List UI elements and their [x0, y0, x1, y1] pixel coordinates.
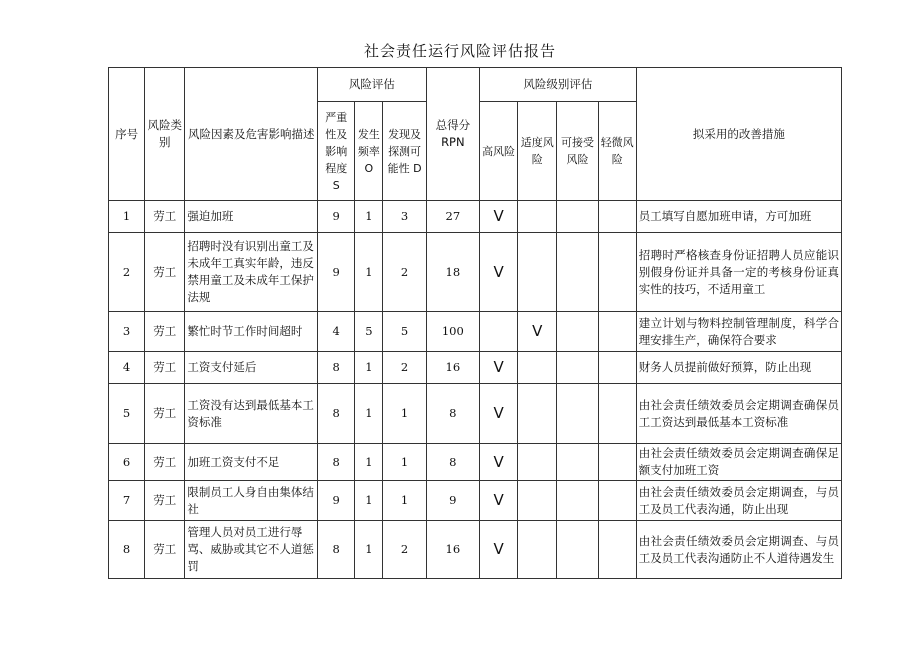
row-factor: 加班工资支付不足 [185, 444, 318, 481]
row-acceptable-risk-mark [557, 352, 598, 384]
row-frequency: 1 [355, 481, 383, 521]
row-factor: 招聘时没有识别出童工及未成年工真实年龄，违反禁用童工及未成年工保护法规 [185, 233, 318, 312]
row-category: 劳工 [145, 201, 185, 233]
row-seq: 3 [109, 312, 145, 352]
header-high-risk: 高风险 [479, 102, 517, 201]
row-high-risk-mark: V [479, 352, 517, 384]
row-frequency: 1 [355, 233, 383, 312]
table-row [109, 444, 842, 481]
row-category: 劳工 [145, 352, 185, 384]
row-rpn: 100 [426, 312, 479, 352]
row-minor-risk-mark [598, 312, 636, 352]
row-measure: 建立计划与物料控制管理制度，科学合理安排生产，确保符合要求 [636, 312, 841, 352]
row-seq: 8 [109, 521, 145, 579]
row-moderate-risk-mark [518, 521, 557, 579]
row-factor: 工资没有达到最低基本工资标准 [185, 384, 318, 444]
row-measure: 招聘时严格核查身份证招聘人员应能识别假身份证并具备一定的考核身份证真实性的技巧，不适用童工 [636, 233, 841, 312]
row-rpn: 9 [426, 481, 479, 521]
row-category: 劳工 [145, 384, 185, 444]
header-rpn: 总得分RPN [426, 68, 479, 201]
row-seq: 7 [109, 481, 145, 521]
row-severity: 9 [318, 201, 355, 233]
row-acceptable-risk-mark [557, 312, 598, 352]
row-severity: 8 [318, 384, 355, 444]
row-severity: 9 [318, 481, 355, 521]
header-minor-risk: 轻微风险 [598, 102, 636, 201]
row-seq: 1 [109, 201, 145, 233]
row-moderate-risk-mark [518, 233, 557, 312]
row-moderate-risk-mark [518, 444, 557, 481]
row-measure: 员工填写自愿加班申请，方可加班 [636, 201, 841, 233]
row-rpn: 8 [426, 444, 479, 481]
row-moderate-risk-mark [518, 352, 557, 384]
table-row [109, 352, 842, 384]
row-frequency: 1 [355, 521, 383, 579]
row-acceptable-risk-mark [557, 481, 598, 521]
row-category: 劳工 [145, 312, 185, 352]
row-minor-risk-mark [598, 384, 636, 444]
row-rpn: 16 [426, 352, 479, 384]
row-high-risk-mark: V [479, 233, 517, 312]
row-acceptable-risk-mark [557, 384, 598, 444]
row-acceptable-risk-mark [557, 233, 598, 312]
row-detection: 1 [383, 444, 426, 481]
row-detection: 2 [383, 521, 426, 579]
row-severity: 8 [318, 444, 355, 481]
row-factor: 强迫加班 [185, 201, 318, 233]
row-high-risk-mark [479, 312, 517, 352]
row-seq: 2 [109, 233, 145, 312]
row-high-risk-mark: V [479, 444, 517, 481]
risk-assessment-table [108, 67, 842, 579]
table-row [109, 201, 842, 233]
row-category: 劳工 [145, 481, 185, 521]
row-factor: 工资支付延后 [185, 352, 318, 384]
row-detection: 2 [383, 233, 426, 312]
header-category: 风险类别 [145, 68, 185, 201]
row-rpn: 16 [426, 521, 479, 579]
row-acceptable-risk-mark [557, 444, 598, 481]
header-moderate-risk: 适度风险 [518, 102, 557, 201]
row-category: 劳工 [145, 233, 185, 312]
row-acceptable-risk-mark [557, 521, 598, 579]
row-detection: 1 [383, 481, 426, 521]
row-moderate-risk-mark [518, 384, 557, 444]
row-frequency: 1 [355, 352, 383, 384]
table-row [109, 481, 842, 521]
row-category: 劳工 [145, 444, 185, 481]
row-measure: 由社会责任绩效委员会定期调查，与员工及员工代表沟通，防止出现 [636, 481, 841, 521]
row-seq: 6 [109, 444, 145, 481]
row-seq: 4 [109, 352, 145, 384]
header-measures: 拟采用的改善措施 [636, 68, 841, 201]
row-frequency: 1 [355, 444, 383, 481]
row-minor-risk-mark [598, 201, 636, 233]
row-severity: 8 [318, 521, 355, 579]
row-rpn: 18 [426, 233, 479, 312]
row-detection: 5 [383, 312, 426, 352]
row-moderate-risk-mark: V [518, 312, 557, 352]
table-row [109, 312, 842, 352]
table-row [109, 521, 842, 579]
row-minor-risk-mark [598, 521, 636, 579]
table-row [109, 233, 842, 312]
report-title: 社会责任运行风险评估报告 [363, 42, 556, 60]
row-detection: 2 [383, 352, 426, 384]
row-minor-risk-mark [598, 444, 636, 481]
row-minor-risk-mark [598, 352, 636, 384]
row-detection: 3 [383, 201, 426, 233]
row-factor: 繁忙时节工作时间超时 [185, 312, 318, 352]
row-seq: 5 [109, 384, 145, 444]
row-severity: 8 [318, 352, 355, 384]
row-moderate-risk-mark [518, 201, 557, 233]
row-frequency: 5 [355, 312, 383, 352]
row-high-risk-mark: V [479, 521, 517, 579]
row-rpn: 8 [426, 384, 479, 444]
header-acceptable-risk: 可接受风险 [557, 102, 598, 201]
row-factor: 管理人员对员工进行辱骂、威胁或其它不人道惩罚 [185, 521, 318, 579]
table-row [109, 384, 842, 444]
row-measure: 由社会责任绩效委员会定期调查、与员工及员工代表沟通防止不人道待遇发生 [636, 521, 841, 579]
row-measure: 由社会责任绩效委员会定期调查确保足额支付加班工资 [636, 444, 841, 481]
row-minor-risk-mark [598, 481, 636, 521]
header-factor: 风险因素及危害影响描述 [185, 68, 318, 201]
row-high-risk-mark: V [479, 384, 517, 444]
header-frequency: 发生频率 O [355, 102, 383, 201]
row-rpn: 27 [426, 201, 479, 233]
row-high-risk-mark: V [479, 201, 517, 233]
row-factor: 限制员工人身自由集体结社 [185, 481, 318, 521]
row-high-risk-mark: V [479, 481, 517, 521]
row-category: 劳工 [145, 521, 185, 579]
header-risk-evaluation: 风险评估 [318, 68, 427, 102]
row-measure: 由社会责任绩效委员会定期调查确保员工工资达到最低基本工资标准 [636, 384, 841, 444]
row-frequency: 1 [355, 384, 383, 444]
row-minor-risk-mark [598, 233, 636, 312]
header-seq: 序号 [109, 68, 145, 201]
header-severity: 严重性及影响程度 S [318, 102, 355, 201]
header-detection: 发现及探测可能性 D [383, 102, 426, 201]
row-severity: 4 [318, 312, 355, 352]
row-frequency: 1 [355, 201, 383, 233]
header-risk-level: 风险级别评估 [479, 68, 636, 102]
row-acceptable-risk-mark [557, 201, 598, 233]
row-severity: 9 [318, 233, 355, 312]
row-detection: 1 [383, 384, 426, 444]
row-measure: 财务人员提前做好预算，防止出现 [636, 352, 841, 384]
row-moderate-risk-mark [518, 481, 557, 521]
